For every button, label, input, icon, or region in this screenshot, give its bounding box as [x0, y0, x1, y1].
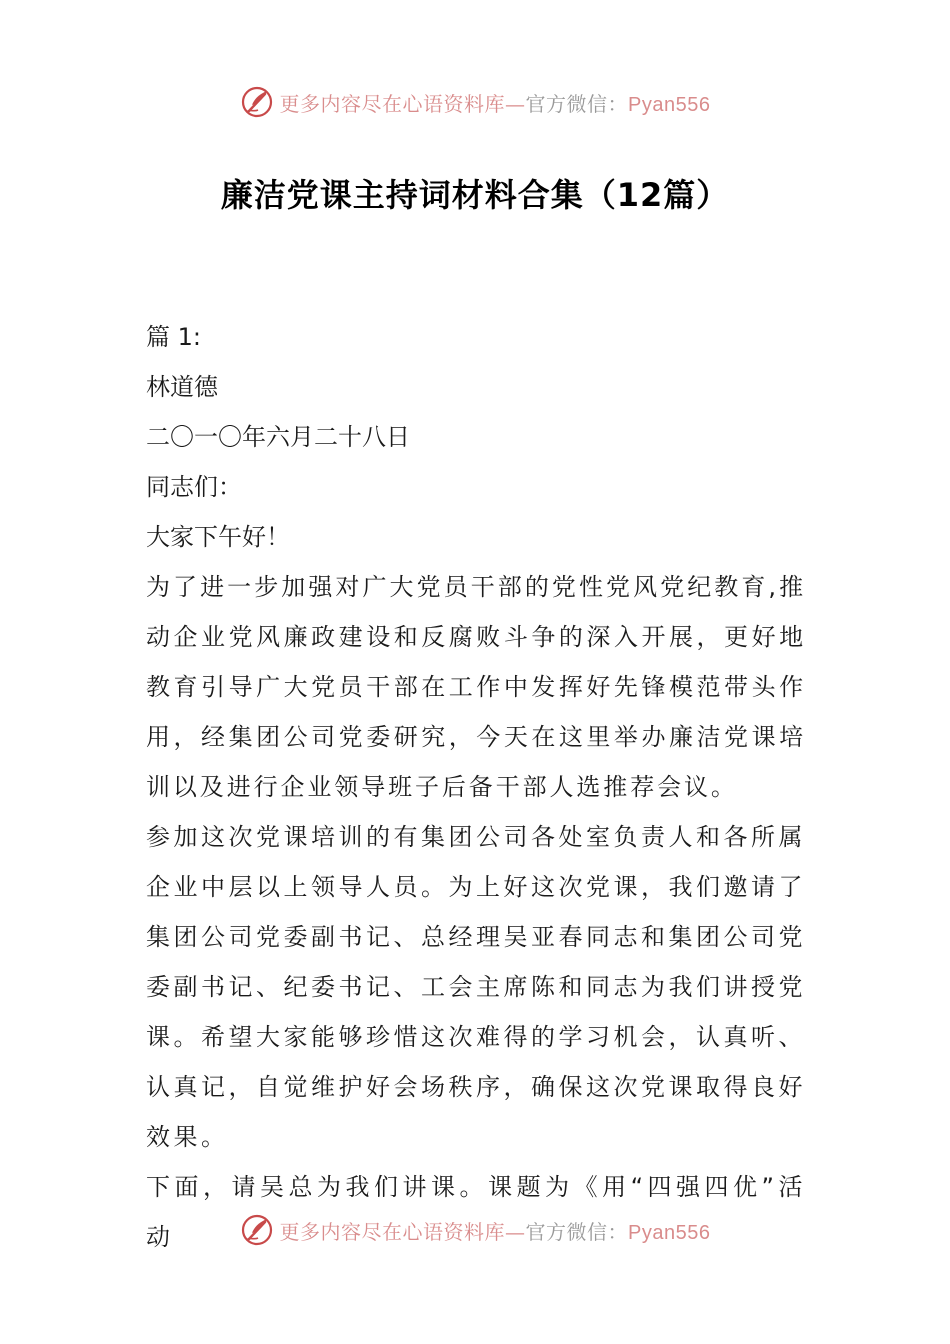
document-title: 廉洁党课主持词材料合集（12篇）: [220, 176, 730, 214]
watermark-text: 更多内容尽在心语资料库—官方微信：Pyan556: [279, 1219, 711, 1244]
header-watermark: [0, 82, 950, 122]
watermark-text: 更多内容尽在心语资料库—官方微信：Pyan556: [279, 91, 711, 116]
section-label: 篇 1:: [146, 323, 201, 351]
date-line: 二〇一〇年六月二十八日: [146, 423, 410, 451]
footer-watermark: [0, 1210, 950, 1250]
speaker-name: 林道德: [146, 373, 218, 401]
greeting: 大家下午好！: [146, 523, 290, 551]
paragraph-attendees: 参加这次党课培训的有集团公司各处室负责人和各所属企业中层以上领导人员。为上好这次党课，我们邀请了集团公司党委副书记、总经理吴亚春同志和集团公司党委副书记、纪委书记、工会主席陈和同志为我们讲授党课。希望大家能够珍惜这次难得的学习机会，认真听、认真记，自觉维护好会场秩序，确保这次党课取得良好效果。: [146, 823, 806, 1151]
quill-logo-icon: [240, 85, 274, 119]
paragraph-intro: 为了进一步加强对广大党员干部的党性党风党纪教育,推动企业党风廉政建设和反腐败斗争的深入开展，更好地教育引导广大党员干部在工作中发挥好先锋模范带头作用，经集团公司党委研究，今天在这里举办廉洁党课培训以及进行企业领导班子后备干部人选推荐会议。: [146, 573, 806, 801]
paragraph-next-speaker: 下面，请吴总为我们讲课。课题为《用“四强四优”活动: [146, 1173, 806, 1251]
salutation: 同志们：: [146, 473, 242, 501]
quill-logo-icon: [240, 1213, 274, 1247]
